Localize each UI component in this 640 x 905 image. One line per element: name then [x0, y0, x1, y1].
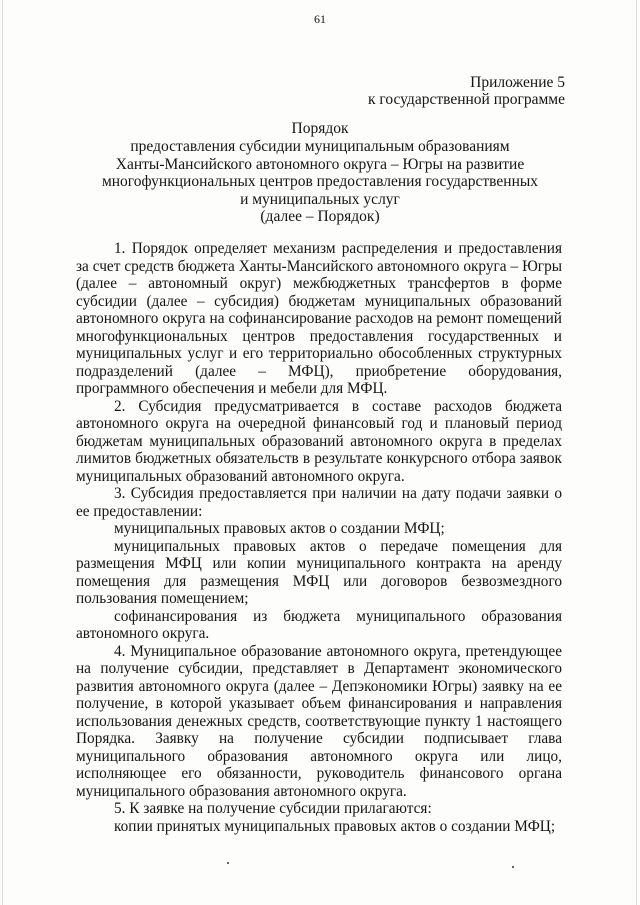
- scan-speck: [227, 862, 229, 864]
- right-page-edge: [636, 0, 637, 905]
- paragraph-4: 4. Муниципальное образование автономного округа, претендующее на получение субсидии, представляет в Департамент экономического развития автономного округа (далее – Депэкономики Югры) заявку на ее получение, в которой указывает объем финансирования и направления использования денежных средств, соответствующие пункту 1 настоящего Порядка. Заявку на получение субсидии подписывает глава муниципального образования автономного округа или лицо, исполняющее его обязанности, руководитель финансового органа муниципального образования автономного округа.: [76, 642, 562, 800]
- title-heading: Порядок: [291, 120, 349, 137]
- paragraph-3: 3. Субсидия предоставляется при наличии на дату подачи заявки о ее предоставлении:: [76, 485, 562, 520]
- appendix-header: [325, 74, 565, 108]
- paragraph-5: 5. К заявке на получение субсидии прилагаются:: [114, 800, 432, 817]
- paragraph-1: 1. Порядок определяет механизм распределения и предоставления за счет средств бюджета Ханты-Мансийского автономного округа – Югры (далее – автономный округ) межбюджетных трансфертов в форме субсидии (далее – субсидия) бюджетам муниципальных образований автономного округа на софинансирование расходов на ремонт помещений многофункциональных центров предоставления государственных и муниципальных услуг и его территориально обособленных структурных подразделений (далее – МФЦ), приобретение оборудования, программного обеспечения и мебели для МФЦ.: [76, 240, 562, 397]
- title-line: и муниципальных услуг: [240, 190, 400, 208]
- title-line: Ханты-Мансийского автономного округа – Югры на развитие: [115, 155, 525, 173]
- paragraph-3-item: софинансирования из бюджета муниципального образования автономного округа.: [76, 607, 562, 642]
- document-title: [90, 120, 550, 225]
- title-line: предоставления субсидии муниципальным образованиям: [130, 138, 510, 156]
- paragraph-3-item: муниципальных правовых актов о передаче помещения для размещения МФЦ или копии муниципального контракта на аренду помещения для размещения МФЦ или договоров безвозмездного пользования помещением;: [76, 537, 562, 607]
- document-body: [76, 240, 562, 835]
- appendix-line-1: Приложение 5: [470, 74, 565, 91]
- title-line: многофункциональных центров предоставления государственных: [101, 173, 539, 191]
- paragraph-3-item: муниципальных правовых актов о создании МФЦ;: [114, 520, 445, 537]
- paragraph-5-item: копии принятых муниципальных правовых актов о создании МФЦ;: [114, 817, 556, 835]
- paragraph-2: 2. Субсидия предусматривается в составе расходов бюджета автономного округа на очередной финансовый год и плановый период бюджетам муниципальных образований автономного округа в пределах лимитов бюджетных обязательств в результате конкурсного отбора заявок муниципальных образований автономного округа.: [76, 397, 562, 485]
- title-line: (далее – Порядок): [260, 208, 380, 226]
- scan-speck: [512, 866, 514, 868]
- appendix-line-2: к государственной программе: [367, 91, 565, 108]
- page-number: 61: [314, 12, 326, 26]
- left-page-edge: [2, 0, 3, 905]
